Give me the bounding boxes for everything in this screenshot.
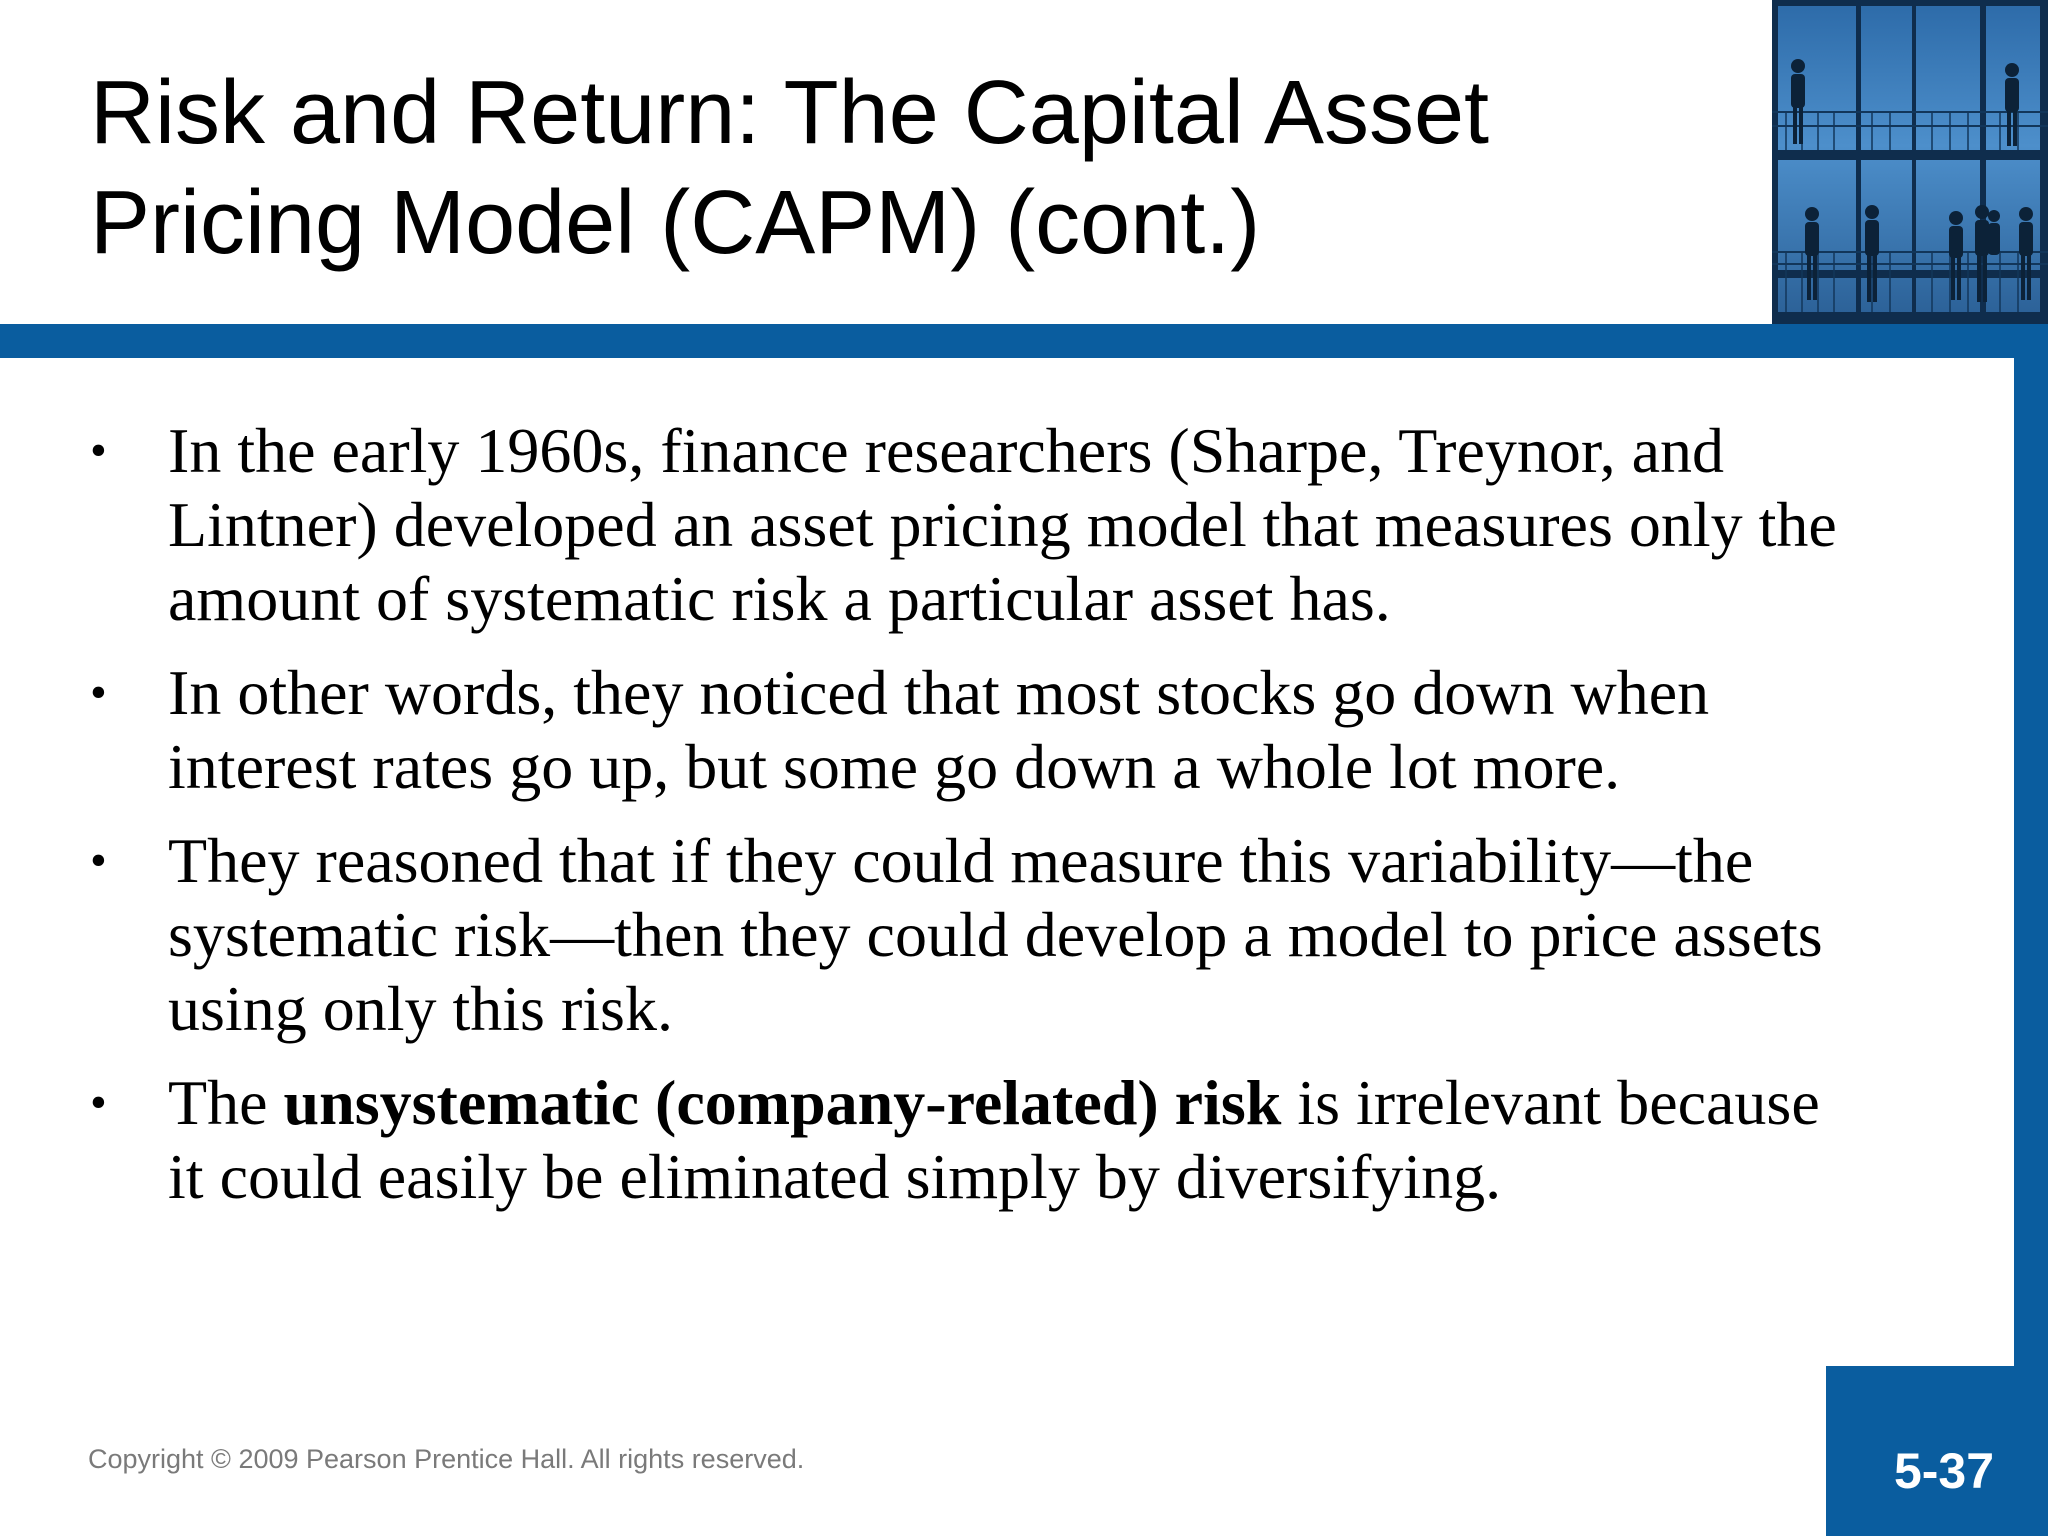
bullet-4-line-2: it could easily be eliminated simply by diversifying.	[168, 1141, 1502, 1212]
bullet-1-line-3: amount of systematic risk a particular asset has.	[168, 563, 1391, 634]
header-photo-office-silhouettes	[1772, 0, 2048, 324]
bullet-item-3	[90, 824, 1990, 1046]
page-number: 5-37	[1893, 1443, 1995, 1499]
bullet-dot: •	[90, 834, 107, 887]
bullet-4-line-1	[168, 1066, 1990, 1140]
header-accent-bar	[0, 324, 2048, 358]
slide-title-line-1: Risk and Return: The Capital Asset	[90, 63, 1490, 163]
office-building-image	[1772, 0, 2048, 324]
bullet-1-line-1: In the early 1960s, finance researchers (Sharpe, Treynor, and	[168, 415, 1724, 486]
bullet-item-1	[90, 414, 1990, 636]
slide-title-line-2: Pricing Model (CAPM) (cont.)	[90, 173, 1261, 273]
right-accent-bar	[2014, 324, 2048, 1536]
bullet-1-line-2: Lintner) developed an asset pricing model that measures only the	[168, 489, 1837, 560]
bullet-3-line-3: using only this risk.	[168, 973, 673, 1044]
bullet-2-line-2: interest rates go up, but some go down a whole lot more.	[168, 731, 1621, 802]
slide-title	[90, 58, 1740, 278]
bullet-2-line-1: In other words, they noticed that most stocks go down when	[168, 657, 1710, 728]
bullet-4-prefix: The	[168, 1067, 284, 1138]
bullet-item-2	[90, 656, 1990, 804]
bullet-dot: •	[90, 424, 107, 477]
bullet-dot: •	[90, 1076, 107, 1129]
bullet-list	[90, 414, 1990, 1234]
bullet-item-4	[90, 1066, 1990, 1214]
bullet-dot: •	[90, 666, 107, 719]
copyright-notice: Copyright © 2009 Pearson Prentice Hall. All rights reserved.	[88, 1444, 805, 1474]
bullet-4-suffix: is irrelevant because	[1281, 1067, 1820, 1138]
bullet-3-line-1: They reasoned that if they could measure this variability—the	[168, 825, 1754, 896]
bullet-4-bold-term: unsystematic (company-related) risk	[283, 1067, 1282, 1138]
bullet-3-line-2: systematic risk—then they could develop a model to price assets	[168, 899, 1823, 970]
page-number-box	[1826, 1366, 2048, 1536]
